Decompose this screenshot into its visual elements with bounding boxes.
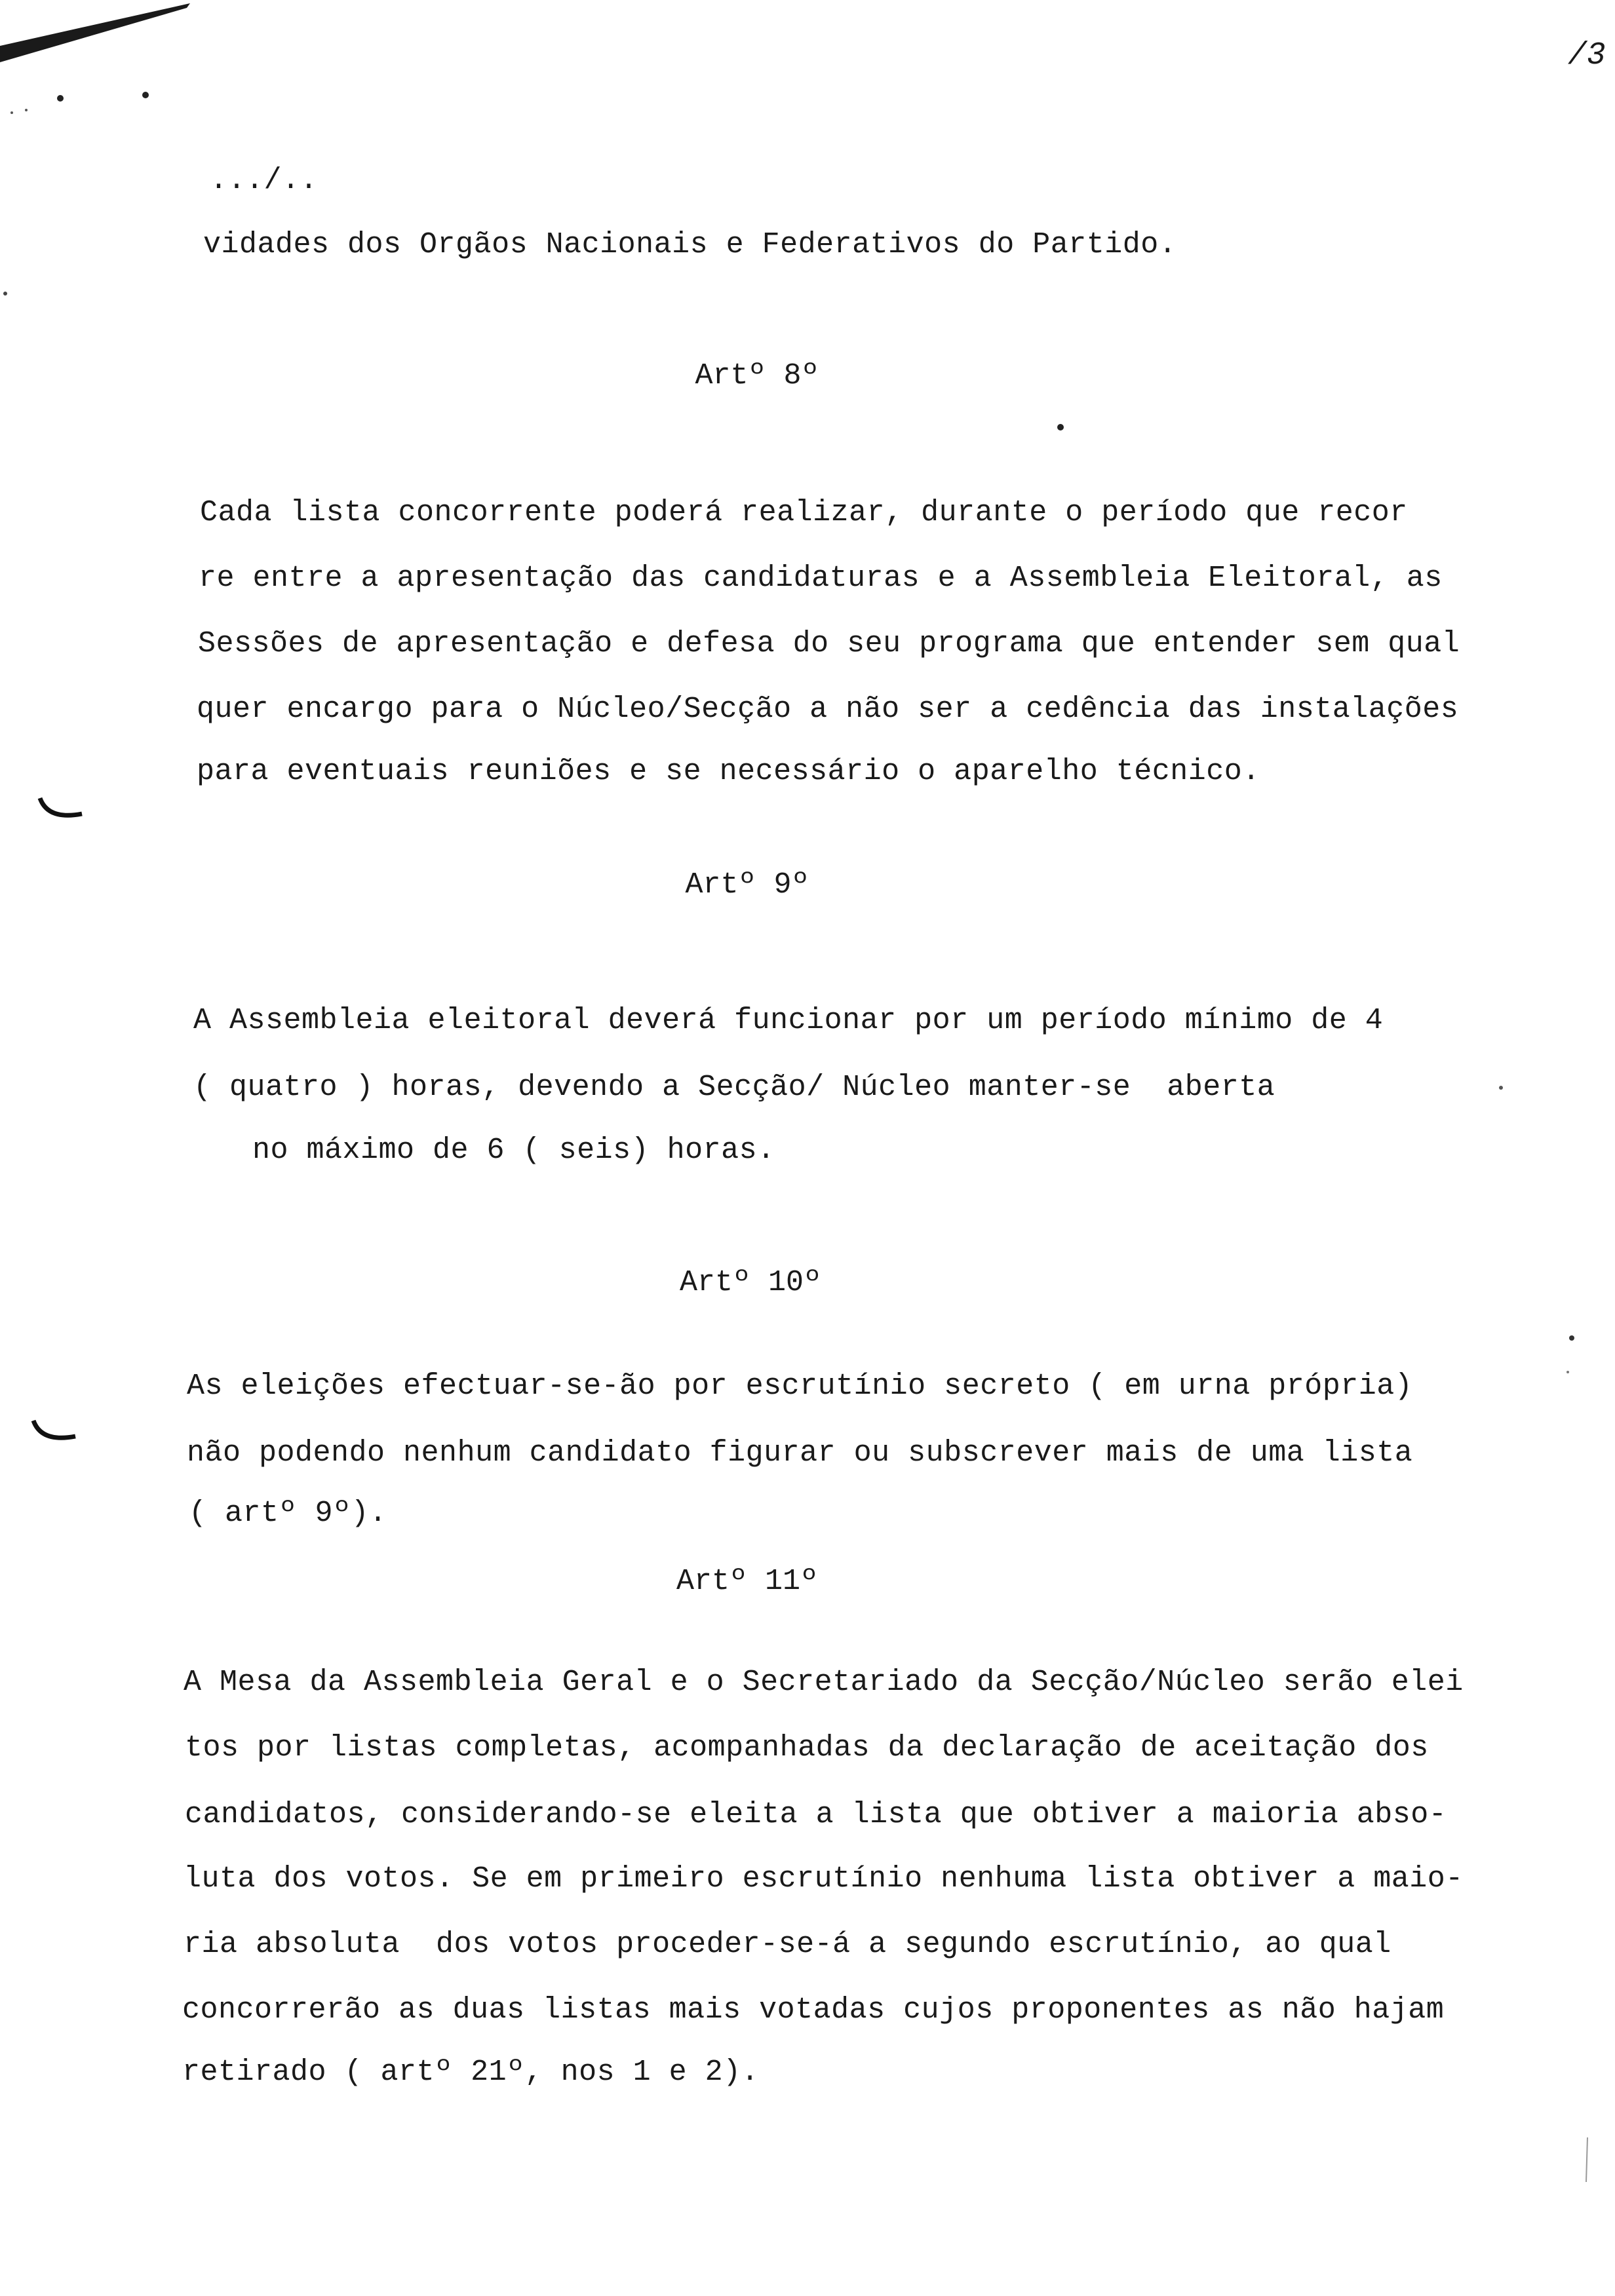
article-text-line: não podendo nenhum candidato figurar ou subscrever mais de uma lista xyxy=(187,1436,1413,1470)
article-text-line: concorrerão as duas listas mais votadas cujos proponentes as não hajam xyxy=(182,1993,1445,2027)
article-text-line: para eventuais reuniões e se necessário o aparelho técnico. xyxy=(197,755,1260,788)
article-text-line: ( artº 9º). xyxy=(189,1497,387,1530)
article-text-line: As eleições efectuar-se-ão por escrutínio secreto ( em urna própria) xyxy=(187,1369,1413,1403)
article-heading: Artº 9º xyxy=(685,868,809,902)
article-text-line: Cada lista concorrente poderá realizar, durante o período que recor xyxy=(200,496,1408,529)
article-text-line: Sessões de apresentação e defesa do seu programa que entender sem qual xyxy=(198,627,1460,660)
article-text-line: tos por listas completas, acompanhadas da declaração de aceitação dos xyxy=(185,1731,1429,1765)
article-text-line: A Assembleia eleitoral deverá funcionar por um período mínimo de 4 xyxy=(193,1004,1384,1037)
article-text-line: ria absoluta dos votos proceder-se-á a segundo escrutínio, ao qual xyxy=(184,1928,1391,1961)
article-heading: Artº 8º xyxy=(695,359,819,392)
article-text-line: candidatos, considerando-se eleita a lista que obtiver a maioria abso- xyxy=(185,1798,1447,1831)
continued-text-line: vidades dos Orgãos Nacionais e Federativos do Partido. xyxy=(203,228,1177,261)
continuation-marker: .../.. xyxy=(210,164,319,197)
article-text-line: quer encargo para o Núcleo/Secção a não ser a cedência das instalações xyxy=(197,693,1459,726)
article-text-line: luta dos votos. Se em primeiro escrutínio nenhuma lista obtiver a maio- xyxy=(184,1862,1464,1896)
article-text-line: ( quatro ) horas, devendo a Secção/ Núcleo manter-se aberta xyxy=(193,1071,1275,1104)
page-number: /3 xyxy=(1568,38,1606,73)
article-heading: Artº 10º xyxy=(679,1266,822,1299)
article-text-line: retirado ( artº 21º, nos 1 e 2). xyxy=(182,2056,760,2089)
article-heading: Artº 11º xyxy=(676,1565,819,1598)
article-text-line: A Mesa da Assembleia Geral e o Secretariado da Secção/Núcleo serão elei xyxy=(184,1666,1464,1699)
article-text-line: no máximo de 6 ( seis) horas. xyxy=(252,1134,775,1167)
article-text-line: re entre a apresentação das candidaturas e a Assembleia Eleitoral, as xyxy=(199,562,1443,595)
